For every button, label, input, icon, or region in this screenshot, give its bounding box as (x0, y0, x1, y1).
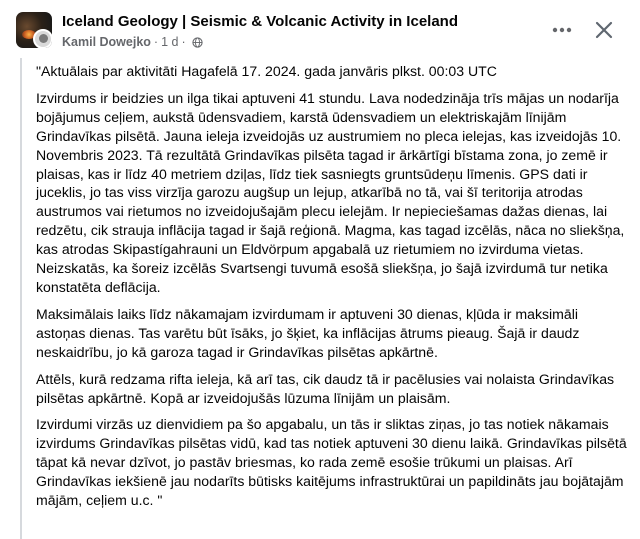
author-avatar[interactable] (33, 29, 52, 48)
more-dots-icon (552, 27, 572, 33)
group-name-link[interactable]: Iceland Geology | Seismic & Volcanic Activity in Iceland (62, 13, 458, 30)
quote-bar (20, 58, 22, 539)
meta-separator: · (153, 35, 159, 49)
globe-icon (192, 37, 203, 48)
more-options-button[interactable] (550, 20, 574, 40)
post-paragraph-4: Izvirdumi virzās uz dienvidiem pa šo apgabalu, un tās ir sliktas ziņas, jo tas notiek nākamais izvirdums Grindavīkas pilsētas vidū, kad tas notiek aptuveni 30 dienu laikā. Grindavīkas pilsētā tāpat kā nevar dzīvot, jo pastāv briesmas, ko rada zemē esošie trūkumi un plaisas. Arī Grindavīkas iekšienē jau nodarīts būtisks kaitējums infrastruktūrai un papildināts jau bojātajām mājām, ceļiem u.c. " (36, 416, 627, 509)
post-body (36, 62, 628, 518)
post-meta (62, 35, 203, 49)
close-button[interactable] (592, 18, 616, 42)
post-time-link[interactable]: 1 d (161, 35, 179, 49)
post-paragraph-3: Attēls, kurā redzama rifta ieleja, kā arī tas, cik daudz tā ir pacēlusies vai nolaista Grindavīkas pilsētas apkārtnē. Kopā ar izveidojušās lūzuma līnijām un plaisām. (36, 370, 615, 406)
meta-separator-2: · (181, 35, 186, 49)
close-icon (595, 21, 613, 39)
post-paragraph-2: Maksimālais laiks līdz nākamajam izvirdumam ir aptuveni 30 dienas, kļūda ir maksimāli astoņas dienas. Tas varētu būt īsāks, jo šķiet, ka inflācijas ātrums pieaug. Šajā ir daudz neskaidrību, jo kā garoza tagad ir Grindavīkas pilsētas apkārtnē. (36, 305, 580, 360)
group-avatar[interactable] (16, 12, 52, 48)
post-intro: "Aktuālais par aktivitāti Hagafelā 17. 2024. gada janvāris plkst. 00:03 UTC (36, 63, 497, 79)
post-paragraph-1: Izvirdums ir beidzies un ilga tikai aptuveni 41 stundu. Lava nodedzināja trīs mājas un nodarīja bojājumus ceļiem, aukstā ūdensvadiem, karstā ūdensvadiem un elektriskajām līnijām Grindavīkas pilsētā. Jauna ieleja izveidojās uz austrumiem no pleca ielejas, kas izveidojās 10. Novembris 2023. Tā rezultātā Grindavīkas pilsēta tagad ir ārkārtīgi bīstama zona, jo zemē ir plaisas, kas ir līdz 40 metriem dziļas, līdz tiek sasniegts gruntsūdeņu līmenis. GPS dati ir juceklis, jo tas viss virzīja garozu augšup un lejup, atkarībā no tā, vai šī teritorija atrodas austrumos vai rietumos no izveidojušajām plecu ielejām. Ir nepieciešamas dažas dienas, lai redzētu, cik strauja inflācija tagad ir šajā reģionā. Magma, kas tagad izcēlās, nāca no sliekšņa, kas atrodas Skipastígahrauni un Eldvörpum apgabalā uz rietumiem no izvirduma vietas. Neizskatās, ka šoreiz izcēlās Svartsengi tuvumā esošā sliekšņa, jo šajā izvirdumā tur netika konstatēta deflācija. (36, 89, 625, 295)
post-header (0, 0, 640, 58)
author-name-link[interactable]: Kamil Dowejko (62, 35, 151, 49)
